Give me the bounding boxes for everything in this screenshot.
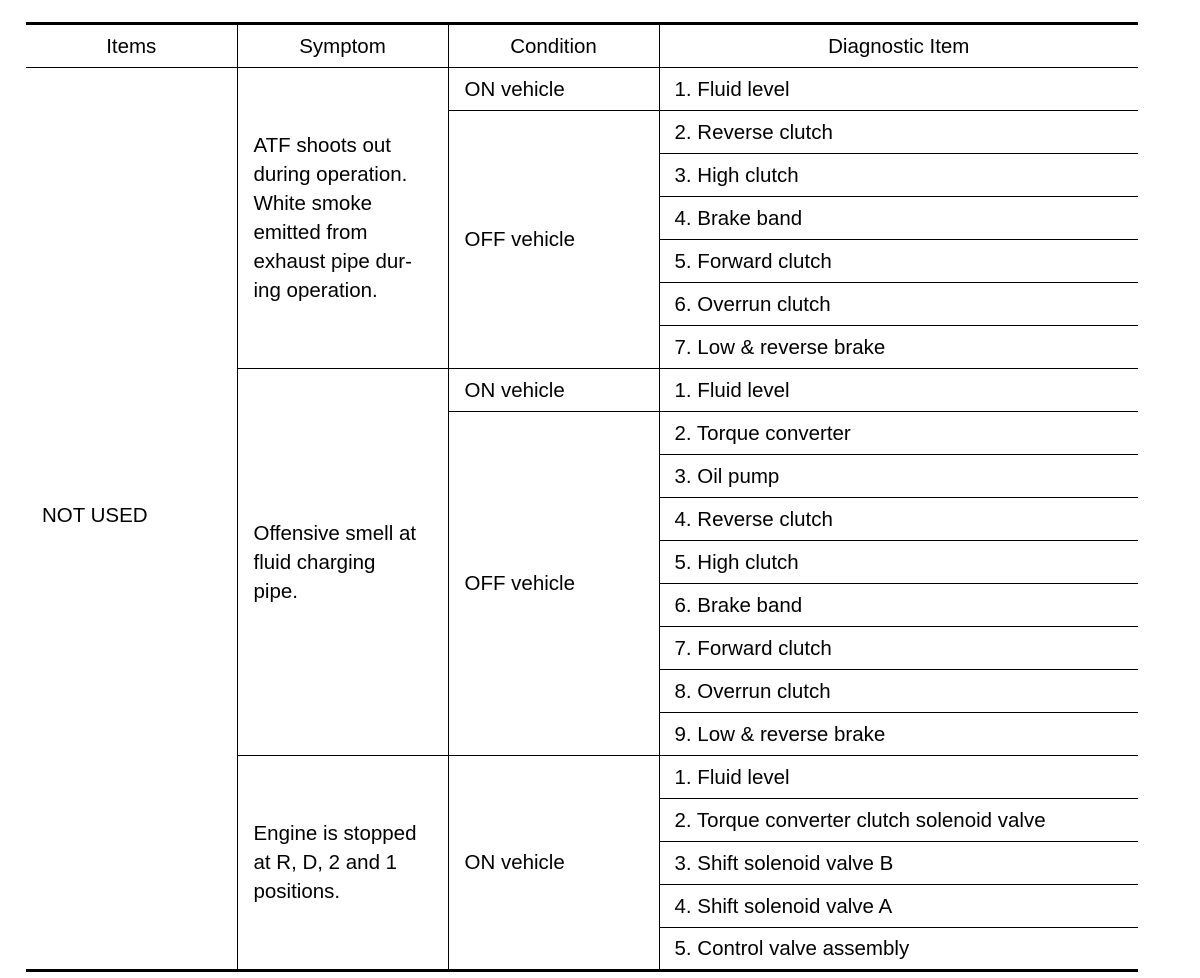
diagnostic-item: 5. Control valve assembly (659, 928, 1138, 971)
diagnostic-item: 3. High clutch (659, 154, 1138, 197)
diagnostic-table (26, 22, 1138, 972)
items-cell (26, 68, 237, 971)
diagnostic-item: 5. Forward clutch (659, 240, 1138, 283)
table-row (26, 68, 1138, 111)
symptom-line: White smoke (253, 192, 372, 215)
condition-cell: OFF vehicle (448, 111, 659, 369)
symptom-cell (237, 756, 448, 971)
diagnostic-item: 7. Forward clutch (659, 627, 1138, 670)
symptom-line: emitted from (253, 221, 368, 244)
diagnostic-item: 4. Brake band (659, 197, 1138, 240)
diagnostic-item: 3. Shift solenoid valve B (659, 842, 1138, 885)
diagnostic-item: 2. Torque converter (659, 412, 1138, 455)
diagnostic-item: 1. Fluid level (659, 68, 1138, 111)
diagnostic-item: 7. Low & reverse brake (659, 326, 1138, 369)
diagnostic-item: 4. Shift solenoid valve A (659, 885, 1138, 928)
symptom-cell (237, 68, 448, 369)
diagnostic-item: 6. Overrun clutch (659, 283, 1138, 326)
symptom-line: fluid charging (253, 550, 376, 574)
diagnostic-item: 2. Reverse clutch (659, 111, 1138, 154)
symptom-line: ATF shoots out (253, 134, 391, 157)
diagnostic-item: 5. High clutch (659, 541, 1138, 584)
symptom-line: during operation. (253, 163, 408, 186)
diagnostic-item: 8. Overrun clutch (659, 670, 1138, 713)
diagnostic-item: 3. Oil pump (659, 455, 1138, 498)
symptom-line: positions. (253, 880, 341, 903)
symptom-line: pipe. (253, 579, 298, 603)
symptom-cell (237, 369, 448, 756)
diagnostic-item: 6. Brake band (659, 584, 1138, 627)
symptom-line: ing operation. (253, 279, 378, 302)
header-items: Items (26, 24, 237, 68)
condition-cell: ON vehicle (448, 369, 659, 412)
condition-cell: ON vehicle (448, 68, 659, 111)
header-diagnostic-item: Diagnostic Item (659, 24, 1138, 68)
diagnostic-item: 1. Fluid level (659, 369, 1138, 412)
symptom-line: Engine is stopped (253, 822, 417, 845)
diagnostic-item: 9. Low & reverse brake (659, 713, 1138, 756)
header-condition: Condition (448, 24, 659, 68)
condition-cell: OFF vehicle (448, 412, 659, 756)
symptom-line: at R, D, 2 and 1 (253, 851, 398, 874)
diagnostic-item: 4. Reverse clutch (659, 498, 1138, 541)
diagnostic-item: 2. Torque converter clutch solenoid valve (659, 799, 1138, 842)
symptom-line: exhaust pipe dur- (253, 250, 412, 273)
symptom-line: Offensive smell at (253, 521, 417, 545)
condition-cell: ON vehicle (448, 756, 659, 971)
diagnostic-item: 1. Fluid level (659, 756, 1138, 799)
header-symptom: Symptom (237, 24, 448, 68)
items-value: NOT USED (42, 504, 148, 527)
table-header-row (26, 24, 1138, 68)
